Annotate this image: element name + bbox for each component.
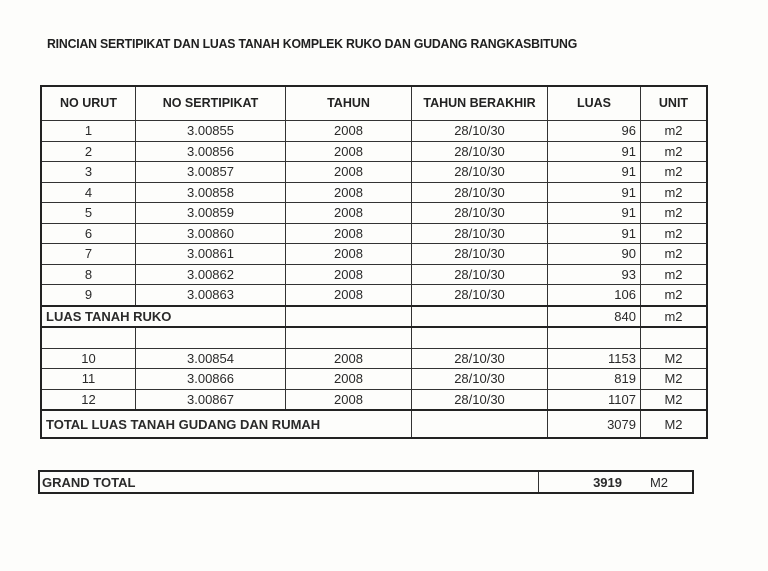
table-row [41,141,707,162]
header-unit: UNIT [641,86,708,121]
cell-tahun: 2008 [286,223,412,244]
cell-sertipikat: 3.00863 [136,285,286,306]
cell-sertipikat: 3.00860 [136,223,286,244]
table-row [41,203,707,224]
gudang-total-unit: M2 [641,410,708,438]
cell-no: 8 [41,264,136,285]
header-no-urut: NO URUT [41,86,136,121]
cell-berakhir: 28/10/30 [412,369,548,390]
cell-luas: 1153 [548,348,641,369]
cell-berakhir: 28/10/30 [412,121,548,142]
cell-sertipikat: 3.00857 [136,162,286,183]
cell-sertipikat: 3.00861 [136,244,286,265]
header-no-sertipikat: NO SERTIPIKAT [136,86,286,121]
cell-berakhir: 28/10/30 [412,182,548,203]
cell-berakhir: 28/10/30 [412,223,548,244]
cell-unit: M2 [641,348,708,369]
empty-cell [41,327,136,348]
cell-tahun: 2008 [286,264,412,285]
cell-sertipikat: 3.00859 [136,203,286,224]
cell-berakhir: 28/10/30 [412,348,548,369]
cell-luas: 91 [548,182,641,203]
cell-unit: m2 [641,264,708,285]
cell-no: 7 [41,244,136,265]
cell-no: 4 [41,182,136,203]
spacer-row [41,327,707,348]
cell-no: 10 [41,348,136,369]
table-row [41,182,707,203]
cell-luas: 91 [548,162,641,183]
cell-tahun: 2008 [286,121,412,142]
cell-sertipikat: 3.00856 [136,141,286,162]
cell-sertipikat: 3.00854 [136,348,286,369]
empty-cell [286,327,412,348]
ruko-total-luas: 840 [548,306,641,328]
cell-unit: m2 [641,285,708,306]
cell-tahun: 2008 [286,389,412,410]
header-tahun: TAHUN [286,86,412,121]
grand-total-table [38,470,694,494]
cell-unit: m2 [641,223,708,244]
table-row [41,121,707,142]
cell-berakhir: 28/10/30 [412,264,548,285]
grand-total-label: GRAND TOTAL [39,471,539,493]
cell-no: 6 [41,223,136,244]
table-row [41,264,707,285]
ruko-total-unit: m2 [641,306,708,328]
cell-sertipikat: 3.00862 [136,264,286,285]
certificate-table [40,85,708,439]
empty-cell [286,306,412,328]
cell-luas: 96 [548,121,641,142]
grand-total-unit: M2 [626,471,693,493]
cell-no: 11 [41,369,136,390]
header-row [41,86,707,121]
cell-sertipikat: 3.00866 [136,369,286,390]
cell-berakhir: 28/10/30 [412,389,548,410]
cell-no: 3 [41,162,136,183]
cell-berakhir: 28/10/30 [412,141,548,162]
cell-luas: 91 [548,223,641,244]
cell-tahun: 2008 [286,369,412,390]
header-luas: LUAS [548,86,641,121]
table-row [41,389,707,410]
cell-berakhir: 28/10/30 [412,203,548,224]
cell-unit: M2 [641,369,708,390]
cell-no: 2 [41,141,136,162]
cell-tahun: 2008 [286,348,412,369]
cell-unit: m2 [641,141,708,162]
grand-total-row [39,471,693,493]
cell-sertipikat: 3.00858 [136,182,286,203]
cell-luas: 93 [548,264,641,285]
cell-unit: M2 [641,389,708,410]
cell-luas: 91 [548,141,641,162]
empty-cell [412,410,548,438]
cell-tahun: 2008 [286,141,412,162]
empty-cell [412,306,548,328]
cell-tahun: 2008 [286,244,412,265]
empty-cell [548,327,641,348]
table-row [41,348,707,369]
header-tahun-berakhir: TAHUN BERAKHIR [412,86,548,121]
cell-tahun: 2008 [286,162,412,183]
cell-no: 1 [41,121,136,142]
ruko-total-label: LUAS TANAH RUKO [41,306,286,328]
gudang-total-row [41,410,707,438]
document-title: RINCIAN SERTIPIKAT DAN LUAS TANAH KOMPLEK RUKO DAN GUDANG RANGKASBITUNG [47,36,578,51]
cell-luas: 1107 [548,389,641,410]
cell-tahun: 2008 [286,203,412,224]
cell-luas: 106 [548,285,641,306]
table-row [41,244,707,265]
cell-luas: 819 [548,369,641,390]
cell-no: 9 [41,285,136,306]
cell-berakhir: 28/10/30 [412,285,548,306]
gudang-total-luas: 3079 [548,410,641,438]
cell-unit: m2 [641,182,708,203]
cell-unit: m2 [641,121,708,142]
table-row [41,285,707,306]
cell-no: 5 [41,203,136,224]
cell-berakhir: 28/10/30 [412,244,548,265]
gudang-total-label: TOTAL LUAS TANAH GUDANG DAN RUMAH [41,410,412,438]
cell-no: 12 [41,389,136,410]
cell-berakhir: 28/10/30 [412,162,548,183]
empty-cell [412,327,548,348]
cell-tahun: 2008 [286,182,412,203]
cell-sertipikat: 3.00855 [136,121,286,142]
grand-total-luas: 3919 [539,471,627,493]
cell-sertipikat: 3.00867 [136,389,286,410]
table-row [41,162,707,183]
cell-tahun: 2008 [286,285,412,306]
table-row [41,223,707,244]
cell-luas: 90 [548,244,641,265]
cell-unit: m2 [641,162,708,183]
cell-unit: m2 [641,203,708,224]
empty-cell [641,327,708,348]
empty-cell [136,327,286,348]
cell-luas: 91 [548,203,641,224]
table-row [41,369,707,390]
ruko-total-row [41,306,707,328]
cell-unit: m2 [641,244,708,265]
